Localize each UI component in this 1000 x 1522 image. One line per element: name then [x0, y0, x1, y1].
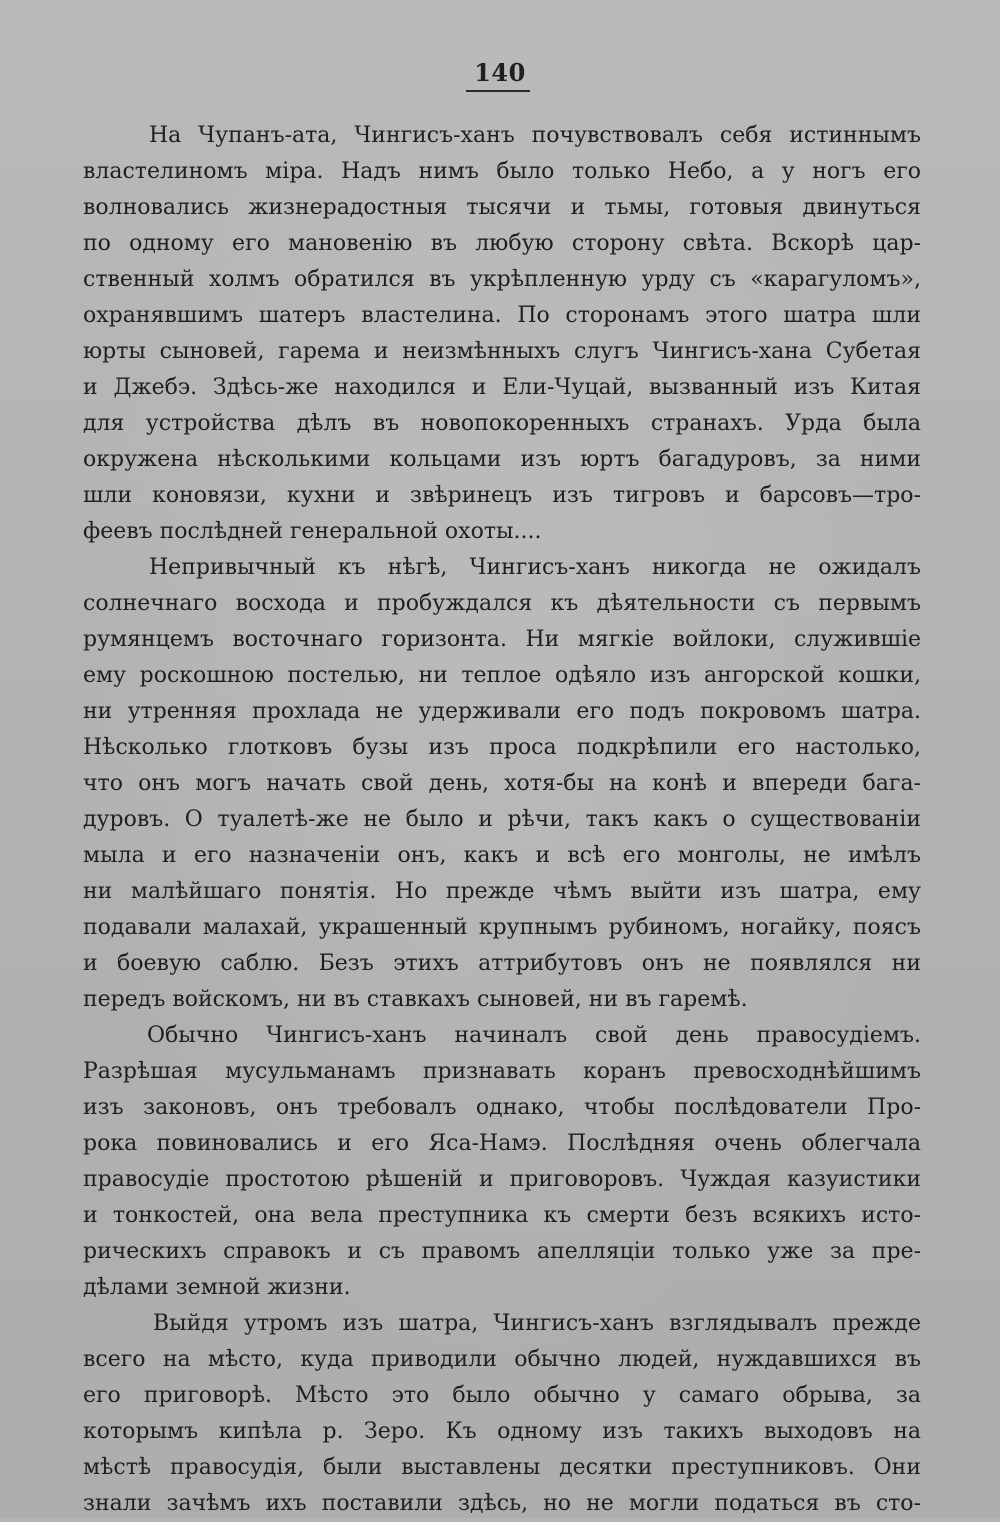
text-line: ни малѣйшаго понятія. Но прежде чѣмъ выйти изъ шатра, ему [83, 879, 921, 904]
page-number-underline [466, 90, 530, 92]
text-line: Непривычный къ нѣгѣ, Чингисъ-ханъ никогда не ожидалъ [149, 555, 921, 580]
text-line: и тонкостей, она вела преступника къ смерти безъ всякихъ исто- [83, 1203, 921, 1228]
text-line: юрты сыновей, гарема и неизмѣнныхъ слугъ Чингисъ-хана Субетая [83, 339, 921, 364]
text-line: волновались жизнерадостныя тысячи и тьмы, готовыя двинуться [83, 195, 921, 220]
text-line: изъ законовъ, онъ требовалъ однако, чтобы послѣдователи Про- [83, 1095, 921, 1120]
text-line: подавали малахай, украшенный крупнымъ рубиномъ, ногайку, поясъ [83, 915, 921, 940]
text-line: что онъ могъ начать свой день, хотя-бы на конѣ и впереди бага- [83, 771, 921, 796]
text-line: рока повиновались и его Яса-Намэ. Послѣдняя очень облегчала [83, 1131, 921, 1156]
text-line: мыла и его назначеніи онъ, какъ и всѣ его монголы, не имѣлъ [83, 843, 921, 868]
text-line: шли коновязи, кухни и звѣринецъ изъ тигровъ и барсовъ—тро- [83, 483, 921, 508]
text-line: которымъ кипѣла р. Зеро. Къ одному изъ такихъ выходовъ на [83, 1419, 921, 1444]
text-line: Обычно Чингисъ-ханъ начиналъ свой день правосудіемъ. [147, 1023, 921, 1048]
text-line: рическихъ справокъ и съ правомъ апелляціи только уже за пре- [83, 1239, 921, 1264]
text-line: правосудіе простотою рѣшеній и приговоровъ. Чуждая казуистики [83, 1167, 921, 1192]
text-line: феевъ послѣдней генеральной охоты.... [83, 519, 542, 544]
text-line: ни утренняя прохлада не удерживали его подъ покровомъ шатра. [83, 699, 921, 724]
text-line: ему роскошною постелью, ни теплое одѣяло изъ ангорской кошки, [83, 663, 921, 688]
text-line: ственный холмъ обратился въ укрѣпленную урду съ «карагуломъ», [83, 267, 921, 292]
text-line: дуровъ. О туалетѣ-же не было и рѣчи, такъ какъ о существованіи [83, 807, 921, 832]
text-line: На Чупанъ-ата, Чингисъ-ханъ почувствовалъ себя истиннымъ [149, 123, 921, 148]
text-line: для устройства дѣлъ въ новопокоренныхъ странахъ. Урда была [83, 411, 921, 436]
body-text [83, 118, 921, 1522]
text-line: властелиномъ міра. Надъ нимъ было только Небо, а у ногъ его [83, 159, 921, 184]
text-line: румянцемъ восточнаго горизонта. Ни мягкіе войлоки, служившіе [83, 627, 921, 652]
text-line: знали зачѣмъ ихъ поставили здѣсь, но не могли податься въ сто- [83, 1491, 921, 1516]
text-line: Выйдя утромъ изъ шатра, Чингисъ-ханъ взглядывалъ прежде [153, 1311, 921, 1336]
text-line: Разрѣшая мусульманамъ признавать коранъ превосходнѣйшимъ [83, 1059, 921, 1084]
page-number: 140 [474, 58, 526, 87]
text-line: передъ войскомъ, ни въ ставкахъ сыновей, ни въ гаремѣ. [83, 987, 748, 1012]
text-line: и Джебэ. Здѣсь-же находился и Ели-Чуцай, вызванный изъ Китая [83, 375, 921, 400]
text-line: охранявшимъ шатеръ властелина. По сторонамъ этого шатра шли [83, 303, 921, 328]
text-line: Нѣсколько глотковъ бузы изъ проса подкрѣпили его настолько, [83, 735, 921, 760]
text-line: и боевую саблю. Безъ этихъ аттрибутовъ онъ не появлялся ни [83, 951, 921, 976]
text-line: по одному его мановенію въ любую сторону свѣта. Вскорѣ цар- [83, 231, 921, 256]
text-line: окружена нѣсколькими кольцами изъ юртъ багадуровъ, за ними [83, 447, 921, 472]
text-line: дѣлами земной жизни. [83, 1275, 351, 1300]
text-line: всего на мѣсто, куда приводили обычно людей, нуждавшихся въ [83, 1347, 921, 1372]
text-line: его приговорѣ. Мѣсто это было обычно у самаго обрыва, за [83, 1383, 921, 1408]
text-line: солнечнаго восхода и пробуждался къ дѣятельности съ первымъ [83, 591, 921, 616]
text-line: мѣстѣ правосудія, были выставлены десятки преступниковъ. Они [83, 1455, 921, 1480]
